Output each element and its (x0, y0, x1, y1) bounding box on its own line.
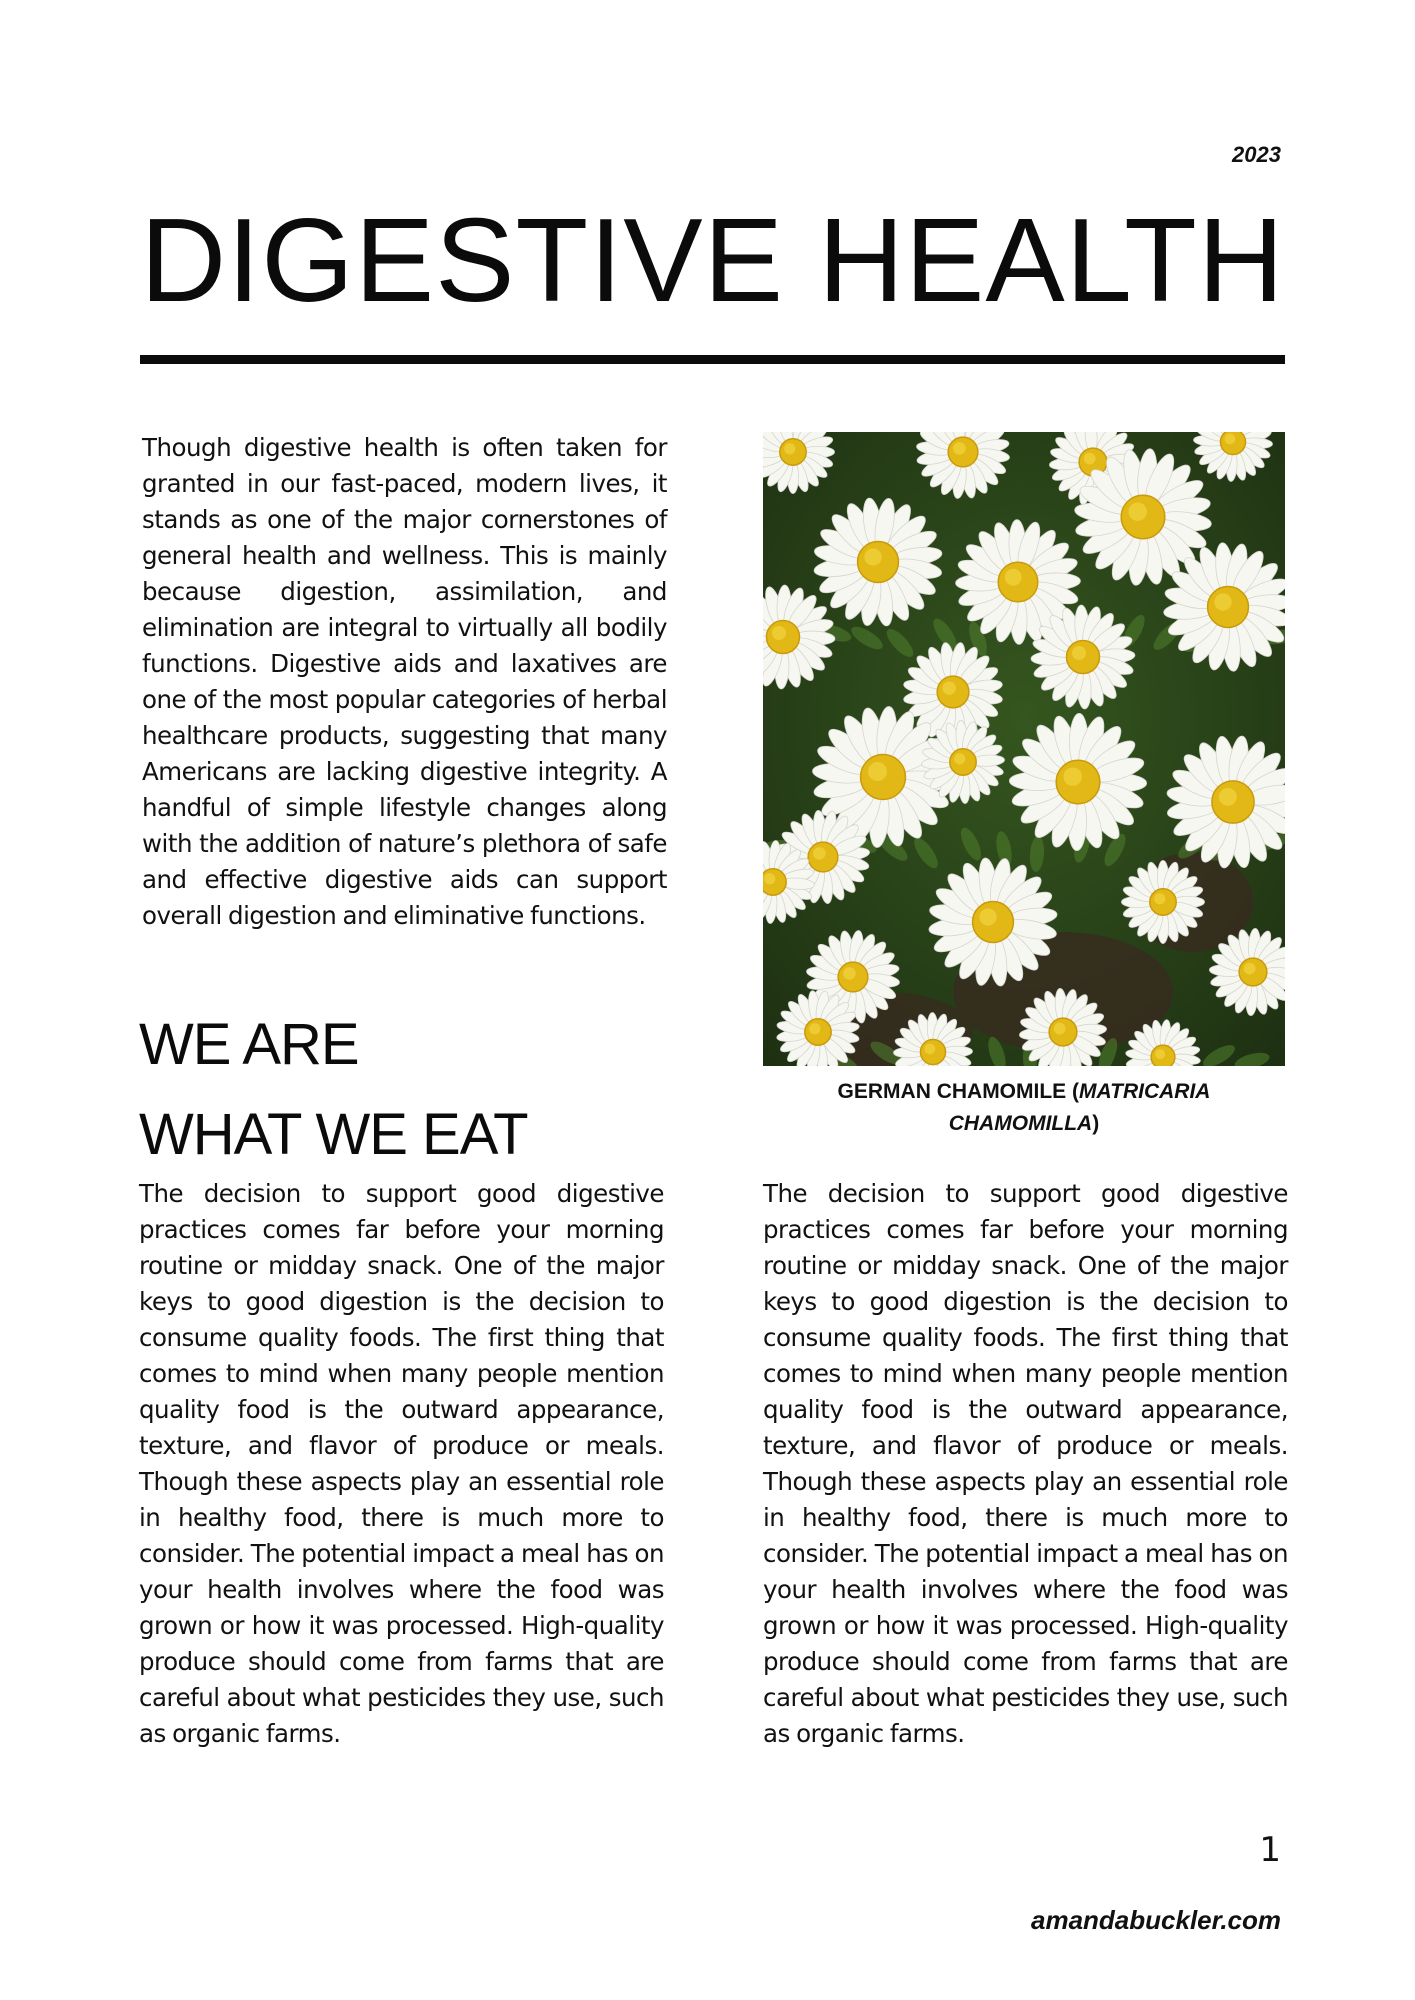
left-column-paragraph: The decision to support good digestive practices comes far before your morning routine or midday snack. One of the major keys to good digestion is the decision to consume quality foods. The first thing that comes to mind when many people mention quality food is the outward appearance, texture, and flavor of produce or meals. Though these aspects play an essential role in healthy food, there is much more to consider. The potential impact a meal has on your health involves where the food was grown or how it was processed. High-quality produce should come from farms that are careful about what pesticides they use, such as organic farms. (139, 1179, 664, 1748)
caption-latin-name: MATRICARIA CHAMOMILLA (948, 1080, 1211, 1135)
section-heading-line-2: WHAT WE EAT (139, 1102, 528, 1167)
photo-caption (763, 1076, 1285, 1140)
chamomile-flower (813, 497, 943, 627)
year-label: 2023 (1232, 142, 1281, 167)
caption-prefix: GERMAN CHAMOMILE ( (837, 1080, 1080, 1103)
chamomile-illustration (763, 432, 1285, 1066)
intro-paragraph: Though digestive health is often taken for granted in our fast-paced, modern lives, it stands as one of the major cornerstones of general health and wellness. This is mainly because digestion, assimilation, and elimination are integral to virtually all bodily functions. Digestive aids and laxatives are one of the most popular categories of herbal healthcare products, suggesting that many Americans are lacking digestive integrity. A handful of simple lifestyle changes along with the addition of nature’s plethora of safe and effective digestive aids can support overall digestion and eliminative functions. (142, 433, 667, 930)
caption-suffix: ) (1092, 1112, 1100, 1135)
section-heading-line-1: WE ARE (139, 1012, 359, 1077)
title-divider (140, 355, 1285, 364)
website-link: amandabuckler.com (1031, 1905, 1281, 1935)
page-title: DIGESTIVE HEALTH (140, 194, 1285, 327)
page-number: 1 (1259, 1830, 1281, 1870)
chamomile-photo (763, 432, 1285, 1066)
section-heading (139, 1000, 699, 1180)
right-column-paragraph: The decision to support good digestive practices comes far before your morning routine or midday snack. One of the major keys to good digestion is the decision to consume quality foods. The first thing that comes to mind when many people mention quality food is the outward appearance, texture, and flavor of produce or meals. Though these aspects play an essential role in healthy food, there is much more to consider. The potential impact a meal has on your health involves where the food was grown or how it was processed. High-quality produce should come from farms that are careful about what pesticides they use, such as organic farms. (763, 1179, 1288, 1748)
